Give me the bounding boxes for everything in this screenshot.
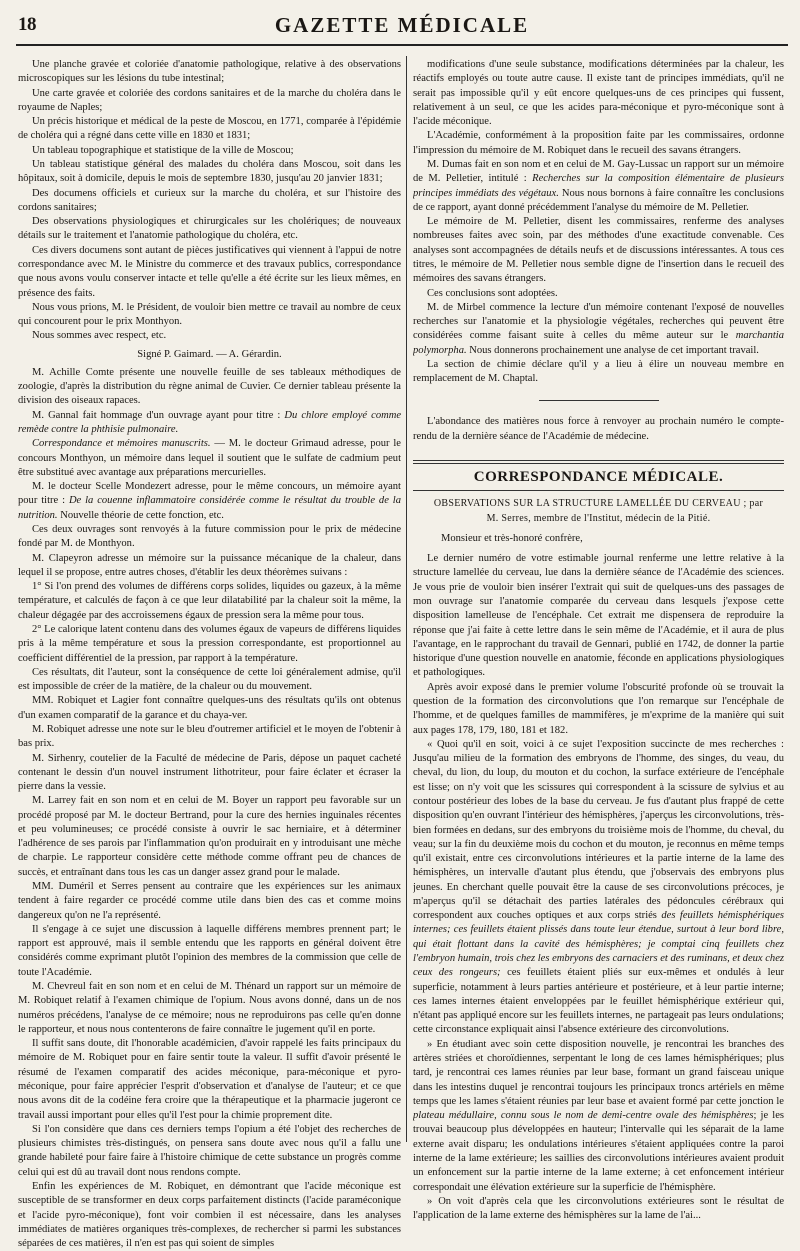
paragraph: La section de chimie déclare qu'il y a lieu à élire un nouveau membre en remplacement de M. Chaptal. (413, 358, 784, 385)
paragraph: Nous vous prions, M. le Président, de vouloir bien mettre ce travail au nombre de ceux qui concourent pour le prix Monthyon. (18, 301, 401, 328)
paragraph: Ces deux ouvrages sont renvoyés à la future commission pour le prix de médecine fondé par M. de Monthyon. (18, 524, 401, 550)
masthead (14, 14, 790, 44)
right-column (413, 58, 784, 1223)
paragraph: MM. Robiquet et Lagier font connaître quelques-uns des résultats qu'ils ont obtenus d'un examen comparatif de la garance et du chaya-ver. (18, 695, 401, 721)
text-run: Nous nous bornons à faire connaître les conclusions de ce rapport, ayant donné précédemment l'analyse du mémoire de M. Pelletier. (413, 187, 784, 213)
paragraph: Après avoir exposé dans le premier volume l'obscurité profonde où se trouvait la question de la formation des circonvolutions que l'on remarque sur l'encéphale de l'homme, et de quelques familles de mammifères, je m'exprime de la manière qui suit aux pages 178, 179, 180, 181 et 182. (413, 681, 784, 736)
article-author: M. Serres, membre de l'Institut, médecin de la Pitié. (486, 512, 711, 524)
paragraph: M. Clapeyron adresse un mémoire sur la puissance mécanique de la chaleur, dans lequel il se propose, entre autres choses, d'établir les deux théorèmes suivans : (18, 552, 401, 578)
section-rule (413, 463, 784, 464)
memoir-title: De la couenne inflammatoire considérée comme le résultat du trouble de la nutrition. (18, 495, 401, 521)
section-divider (539, 400, 659, 401)
paragraph: M. Achille Comte présente une nouvelle feuille de ses tableaux méthodiques de zoologie, d'après la distribution du règne animal de Cuvier. Ce dernier tableau présente la division des oiseaux rapaces. (18, 366, 401, 407)
emphasis: plateau médullaire, connu sous le nom de demi-centre ovale des hémisphères (413, 1110, 754, 1122)
article-subtitle: OBSERVATIONS SUR LA STRUCTURE LAMELLÉE DU CERVEAU ; par (433, 498, 764, 510)
paragraph (413, 1038, 784, 1195)
paragraph (413, 158, 784, 215)
paragraph: Si l'on considère que dans ces derniers temps l'opium a été l'objet des recherches de plusieurs chimistes très-distingués, on pensera sans doute avec nous qu'il a fallu une grande habileté pour faire faire à l'histoire chimique de cette substance un progrès comme celui qui est dû au travail dont nous rendons compte. (18, 1123, 401, 1178)
heading-underline (413, 490, 784, 491)
book-title: Du chlore employé comme remède contre la phthisie pulmonaire. (18, 409, 401, 436)
page-number: 18 (18, 14, 36, 35)
text-run: M. le docteur Scelle Mondezert adresse, pour le même concours, un mémoire ayant pour titre : (18, 481, 401, 507)
text-run: « Quoi qu'il en soit, voici à ce sujet l'exposition succincte de mes recherches : Jusqu'au milieu de la formation des embryons de l'homme, des singes, du veau, du cheval, du lion, du loup, du mouton et du cochon, la surface extérieure de l'encéphale est lisse; on n'y voit que les scissures qui correspondent à la scissure de sylvius et au contour postérieur des lobes de la base du cerveau. Je fus d'autant plus frappé de cette disposition qu'en ouvrant l'intérieur des hémisphères, j'aperçus les circonvolutions, très-bien formées en dedans, sur des embryons du troisième mois de l'homme, du cheval, du veau; sur la fin du deuxième mois du cochon et du mouton, je reconnus en même temps qu'il existait, entre ces circonvolutions intérieures et la partie interne de la lame des hémisphères, un intervalle d'autant plus étendu, que j'observais des embryons plus jeunes. En cherchant quelle pouvait être la cause de ses circonvolutions précoces, je m'aperçus qu'il se détachait des parties latérales des pédoncules cérébraux qui correspondent aux couches optiques et aux corps striés (413, 738, 784, 922)
paragraph: Le dernier numéro de votre estimable journal renferme une lettre relative à la structure lamellée du cerveau, lue dans la dernière séance de l'Académie des sciences. Je vous prie de vouloir bien insérer l'extrait qui suit de quelques-uns des passages de mon ouvrage sur l'anatomie comparée du cerveau dans lesquels j'expose cette disposition lamelleuse de l'encéphale. Cet extrait me dispensera de reproduire la réponse que j'ai faite à cette lettre dans le sein même de l'Académie, et il aura de plus l'avantage, en le rapprochant du travail de Gennari, publié en 1742, de donner la partie historique d'une question nouvelle en anatomie, féconde en applications physiologiques et pathologiques. (413, 553, 784, 679)
paragraph: Des documens officiels et curieux sur la marche du choléra, et sur l'histoire des cordons sanitaires; (18, 187, 401, 213)
text-run: M. Gannal fait hommage d'un ouvrage ayant pour titre : (32, 409, 285, 421)
species-name: marchantia polymorpha. (413, 330, 784, 356)
paragraph: Une carte gravée et coloriée des cordons sanitaires et de la marche du choléra dans le royaume de Naples; (18, 87, 401, 113)
text-run: M. de Mirbel commence la lecture d'un mémoire contenant l'exposé de nouvelles recherches sur l'anatomie et la physiologie végétales, recherches qui peuvent être considérées comme faisant suite à celles du même auteur sur le (413, 301, 784, 342)
emphasis: des feuillets hémisphériques internes; ces feuillets étaient plissés dans toute leur étendue, surtout à leur bord libre, qui était flottant dans la cavité des hémisphères; je comptai cinq feuillets chez l'embryon humain, trois chez les embryons des carnaciers et des ruminans, et deux chez ceux des rongeurs; (413, 910, 784, 979)
paragraph: Un tableau statistique général des malades du choléra dans Moscou, soit dans les hôpitaux, soit à domicile, depuis le mois de septembre 1830, jusqu'au 20 janvier 1831; (18, 158, 401, 185)
text-run: » En étudiant avec soin cette disposition nouvelle, je rencontrai les branches des artères striées et choroïdiennes, serpentant le long de ces lames hémisphériques; plus tard, je rencontrai ces lames réunies par leur base, formant un grand faisceau unique dans les intestins duquel je rencontrai toujours les principaux troncs artériels en même temps que les lames s'étaient réunies par leur base et avaient formé par cette jonction le (413, 1038, 784, 1107)
paragraph: 2° Le calorique latent contenu dans des volumes égaux de vapeurs de différens liquides pris à la même température et sous la pression correspondante, est proportionnel au coefficient différentiel de la pression, par rapport à la température. (18, 623, 401, 664)
paragraph: modifications d'une seule substance, modifications déterminées par la chaleur, les réactifs employés ou toute autre cause. Il existe tant de principes immédiats, qu'il ne serait pas impossible qu'il y eût encore quelques-uns de ces principes qui fussent, relativement à un seul, ce que les acides para-méconique et pyro-méconique sont à l'acide méconique. (413, 59, 784, 128)
paragraph: M. Robiquet adresse une note sur le bleu d'outremer artificiel et le moyen de l'obtenir à bas prix. (18, 723, 401, 750)
text-run: M. Dumas fait en son nom et en celui de M. Gay-Lussac un rapport sur un mémoire de M. Pelletier, intitulé : (413, 158, 784, 185)
paragraph: Ces divers documens sont autant de pièces justificatives qui viennent à l'appui de notre correspondance avec M. le Ministre du commerce et des travaux publics, correspondance que nous avons voulu conserver intacte et telle qu'elle a été écrite sur les lieux mêmes, en présence des faits. (18, 244, 401, 299)
paragraph: M. Sirhenry, coutelier de la Faculté de médecine de Paris, dépose un paquet cacheté contenant le dessin d'un nouvel instrument lithotriteur, pour faire éclater et écraser la pierre dans la vessie. (18, 752, 401, 793)
paragraph: Un tableau topographique et statistique de la ville de Moscou; (32, 144, 294, 156)
paragraph (413, 301, 784, 358)
section-heading: CORRESPONDANCE MÉDICALE. (473, 469, 724, 486)
signature: Signé P. Gaimard. — A. Gérardin. (137, 348, 282, 360)
paragraph: Il s'engage à ce sujet une discussion à laquelle différens membres prennent part; le rapport est approuvé, mais il semble entendu que les rapports en général doivent être considérés comme exprimant plutôt l'opinion des membres de la commission que celle de toute l'Académie. (18, 923, 401, 978)
paragraph (413, 738, 784, 1038)
section-rule (413, 460, 784, 461)
paragraph: Une planche gravée et coloriée d'anatomie pathologique, relative à des observations microscopiques sur les lésions du tube intestinal; (18, 59, 401, 85)
paragraph (18, 480, 401, 523)
paragraph: Des observations physiologiques et chirurgicales sur les cholériques; de nouveaux détails sur le traitement et l'anatomie pathologique du choléra, etc. (18, 216, 401, 242)
paragraph: Ces résultats, dit l'auteur, sont la conséquence de cette loi généralement admise, qu'il est impossible de créer de la matière, de la chaleur ou du mouvement. (18, 666, 401, 693)
paragraph: Nous sommes avec respect, etc. (32, 330, 167, 342)
paragraph: Enfin les expériences de M. Robiquet, en démontrant que l'acide méconique est susceptible de se transformer en deux corps parfaitement distincts (l'acide paraméconique et l'acide pyro-méconique), font voir combien il est nécessaire, dans les analyses immédiates de matières organiques très-complexes, de rechercher si parmi les substances séparées de ces matières, il n'en est pas qui soient de simples (18, 1180, 401, 1250)
paragraph (18, 437, 401, 480)
memoir-title: Recherches sur la composition élémentaire de plusieurs principes immédiats des végétaux. (413, 173, 784, 199)
page-title: GAZETTE MÉDICALE (274, 13, 530, 37)
left-column (18, 58, 401, 1251)
paragraph: M. Chevreul fait en son nom et en celui de M. Thénard un rapport sur un mémoire de M. Robiquet relatif à l'examen chimique de l'opium. Nous avons donné, dans un de nos numéros précédens, l'analyse de ce mémoire; nous ne reproduirons pas celle qu'en donne le rapporteur, et nous nous contenterons de faire connaître le jugement qu'il en porte. (18, 981, 401, 1035)
paragraph: 1° Si l'on prend des volumes de différens corps solides, liquides ou gazeux, à la même température, et calculés de façon à ce que leur dilatabilité par la chaleur soit la même, la chaleur dégagée par des accroissemens égaux de pression sera la même pour tous. (18, 581, 401, 621)
text-run: Nouvelle théorie de cette fonction, etc. (57, 509, 224, 521)
section-label: Correspondance et mémoires manuscrits. (32, 438, 211, 450)
spacer (413, 444, 784, 458)
paragraph: Le mémoire de M. Pelletier, disent les commissaires, renferme des analyses nombreuses faites avec soin, par des méthodes d'une exactitude convenable. Ces analyses sont accompagnées de détails neufs et de discussions intéressantes. A tous ces titres, le mémoire de M. Pelletier nous semble digne de l'insertion dans le recueil des mémoires des savans étrangers. (413, 216, 784, 285)
paragraph: Un précis historique et médical de la peste de Moscou, en 1771, comparée à l'épidémie de choléra qui a régné dans cette ville en 1830 et 1831; (18, 116, 401, 142)
paragraph: L'Académie, conformément à la proposition faite par les commissaires, ordonne l'impression du mémoire de M. Robiquet dans le recueil des savans étrangers. (413, 130, 784, 156)
text-run: ; je les trouvai beaucoup plus développées en hauteur; l'intervalle qui les séparait de la lame externe avait disparu; les ondulations intérieures s'étaient appliquées contre la paroi interne de la lame extérieure; les saillies des circonvolutions intérieures avaient produit un enfoncement sur la partie interne de la lame externe; à cet enfoncement intérieur correspondait une élévation extérieure sur la superficie de l'hémisphère. (413, 1110, 784, 1193)
paragraph: L'abondance des matières nous force à renvoyer au prochain numéro le compte-rendu de la dernière séance de l'Académie de médecine. (413, 416, 784, 442)
paragraph: MM. Duméril et Serres pensent au contraire que les expériences sur les animaux tendent à faire regarder ce procédé comme utile dans bien des cas et comme moins dangereux qu'on ne l'a représenté. (18, 881, 401, 921)
text-run: Nous donnerons prochainement une analyse de cet important travail. (466, 344, 759, 356)
paragraph: Il suffit sans doute, dit l'honorable académicien, d'avoir rappelé les faits principaux du mémoire de M. Robiquet pour en faire sentir toute la valeur. Il suffit d'avoir présenté le résumé de l'examen comparatif des acides méconique, para-méconique et pyro-méconique, pour faire apprécier l'esprit d'observation et d'analyse de l'auteur; et ce que nous avons dit de la codéine fera croire que la thérapeutique et la pharmacie jugeront ce travail aussi important pour elles qu'il l'est pour la chimie proprement dite. (18, 1038, 401, 1121)
text-run: ces feuillets étaient pliés sur eux-mêmes et ondulés à leur superficie, notamment à leurs parties antérieure et postérieure, et à leur partie interne; ces lames internes étaient enveloppées par le feuillet hémisphérique extérieur qui, n'étant pas appliqué encore sur les feuillets internes, ne partageait pas leurs ondulations; cette circonstance expliquait ainsi l'absence extérieure des circonvolutions. (413, 967, 784, 1036)
header-rule (16, 44, 788, 46)
paragraph: Ces conclusions sont adoptées. (427, 287, 558, 299)
paragraph (18, 409, 401, 438)
letter-greeting: Monsieur et très-honoré confrère, (441, 532, 583, 544)
paragraph: » On voit d'après cela que les circonvolutions extérieures sont le résultat de l'application de la lame externe des hémisphères sur la lame de l'ai... (413, 1195, 784, 1222)
text-run: — M. le docteur Grimaud adresse, pour le concours Monthyon, un mémoire dans lequel il soutient que le sulfate de cadmium peut être substitué avec avantage aux préparations mercurielles. (18, 438, 401, 478)
paragraph: M. Larrey fait en son nom et en celui de M. Boyer un rapport peu favorable sur un procédé proposé par M. le docteur Bertrand, pour la cure des hernies inguinales récentes et peu volumineuses; ce procédé consiste à ouvrir le sac herniaire, et à déterminer l'adhérence de ses parois par l'inflammation qu'on produirait en y introduisant une mèche de charpie. Le rapporteur considère cette méthode comme offrant peu de chances de succès, et entraînant dans tous les cas un danger assez grand pour le malade. (18, 795, 401, 878)
column-divider (406, 56, 407, 1142)
